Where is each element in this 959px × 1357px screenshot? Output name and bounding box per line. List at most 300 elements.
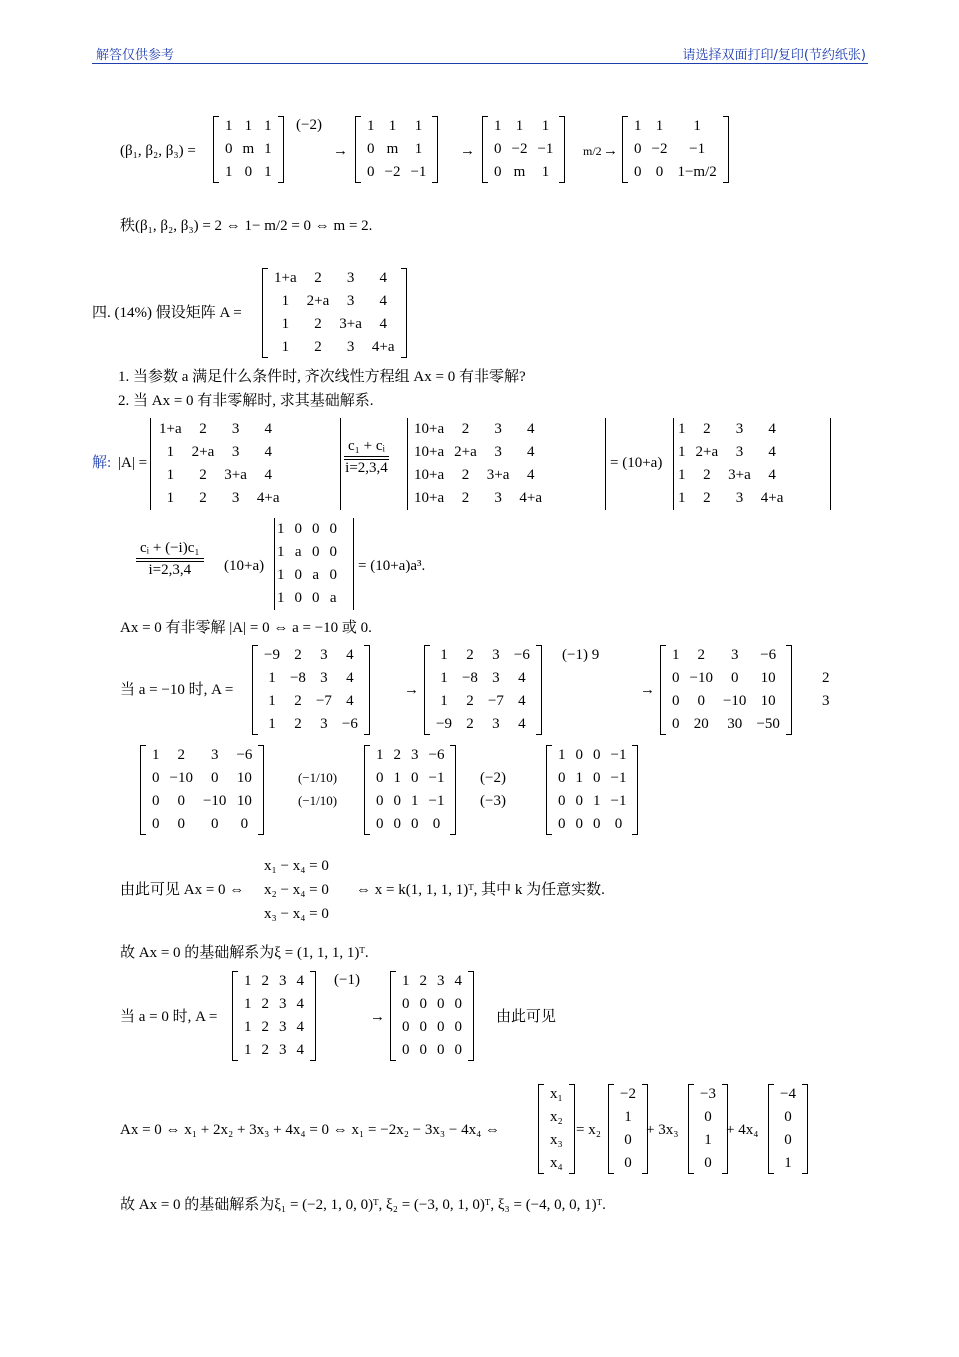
- matrix-row: [362, 138, 431, 161]
- case1-matrix-1: [252, 644, 370, 741]
- matrix-row: [673, 464, 788, 487]
- matrix-row: [154, 441, 285, 464]
- col-op-1-bottom: i=2,3,4: [345, 460, 388, 476]
- right-bracket: [559, 116, 565, 183]
- left-bracket: [538, 1084, 544, 1174]
- matrix-cell: 4: [768, 467, 776, 483]
- matrix-cell: −8: [289, 670, 306, 686]
- matrix-cell: −6: [513, 647, 530, 663]
- matrix-cell: 2: [314, 270, 322, 286]
- matrix-cell: 1: [225, 164, 233, 180]
- matrix-cell: 1: [515, 118, 524, 134]
- right-bracket: [468, 971, 474, 1061]
- matrix-cell: 0: [393, 816, 401, 832]
- matrix-cell: 1: [268, 716, 276, 732]
- matrix-row: [409, 487, 547, 510]
- case1-matrix-3: [660, 644, 792, 741]
- matrix-row: [259, 667, 363, 690]
- case1-op-3b: 3: [822, 693, 830, 709]
- matrix-cell: 0: [376, 816, 384, 832]
- matrix-cell: 3+a: [486, 467, 510, 483]
- matrix-cell: 1: [494, 118, 502, 134]
- matrix-cell: 0: [402, 1042, 410, 1058]
- matrix-cell: −2: [651, 141, 668, 157]
- matrix-cell: 10+a: [414, 444, 445, 460]
- matrix-cell: 0: [367, 164, 375, 180]
- matrix-row: [775, 1083, 801, 1106]
- matrix-row: [362, 161, 431, 184]
- right-bracket: [401, 268, 407, 358]
- matrix-row: [239, 1016, 309, 1039]
- matrix-cell: 1: [655, 118, 664, 134]
- det-4: [272, 518, 342, 615]
- matrix-cell: 3: [437, 973, 445, 989]
- case1-op-5b: (−3): [480, 793, 506, 809]
- beta-op-1: (−2): [296, 117, 322, 133]
- matrix-row: [269, 290, 400, 313]
- matrix-cell: −3: [700, 1086, 716, 1102]
- matrix-row: [629, 115, 722, 138]
- matrix-grid: [220, 115, 277, 184]
- matrix-cell: 3: [494, 444, 502, 460]
- matrix-row: [397, 1039, 467, 1062]
- matrix-cell: 1: [414, 118, 423, 134]
- matrix-row: [667, 690, 785, 713]
- matrix-cell: 3: [494, 421, 502, 437]
- right-bracket: [278, 116, 284, 183]
- arrow-c1: →: [404, 682, 419, 698]
- matrix-row: [220, 115, 277, 138]
- system-eq-2: x₂ − x₄ = 0: [264, 882, 329, 898]
- matrix-cell: 4: [518, 693, 526, 709]
- case2-vector-3: [768, 1083, 808, 1180]
- matrix-cell: 4: [264, 421, 272, 437]
- matrix-cell: 0: [558, 793, 566, 809]
- matrix-cell: 2: [703, 421, 711, 437]
- right-bracket: [310, 971, 316, 1061]
- matrix-cell: 1: [672, 647, 680, 663]
- beta-matrix-3: [482, 115, 565, 189]
- matrix-cell: 2+a: [454, 444, 477, 460]
- matrix-cell: 1: [166, 490, 175, 506]
- matrix-cell: 0: [672, 693, 680, 709]
- matrix-cell: 3: [279, 1019, 287, 1035]
- matrix-cell: 0: [437, 1042, 445, 1058]
- matrix-cell: 4: [526, 467, 535, 483]
- matrix-cell: 1: [558, 747, 566, 763]
- matrix-row: [409, 418, 547, 441]
- matrix-cell: 4: [518, 670, 526, 686]
- left-bracket: [364, 745, 370, 835]
- matrix-cell: 1: [166, 467, 175, 483]
- matrix-cell: 0: [376, 793, 384, 809]
- matrix-cell: −1: [537, 141, 554, 157]
- matrix-cell: 2: [419, 973, 427, 989]
- matrix-row: [673, 418, 788, 441]
- matrix-cell: 4: [346, 647, 354, 663]
- matrix-row: [431, 644, 535, 667]
- matrix-cell: 0: [437, 1019, 445, 1035]
- matrix-cell: 0: [730, 670, 739, 686]
- matrix-cell: 1: [624, 1109, 632, 1125]
- matrix-cell: 0: [614, 816, 623, 832]
- matrix-cell: 0: [393, 793, 401, 809]
- matrix-row: [154, 418, 285, 441]
- matrix-cell: 0: [419, 1019, 427, 1035]
- matrix-cell: 0: [244, 164, 253, 180]
- matrix-row: [239, 970, 309, 993]
- matrix-cell: 3: [231, 421, 240, 437]
- matrix-cell: 1: [593, 793, 601, 809]
- header-rule: [92, 63, 868, 64]
- matrix-row: [695, 1083, 721, 1106]
- matrix-cell: 0: [575, 816, 583, 832]
- right-bracket: [258, 745, 264, 835]
- matrix-cell: 0: [294, 521, 302, 537]
- det-bar: [830, 418, 831, 510]
- matrix-cell: 4: [296, 973, 304, 989]
- matrix-cell: −1: [689, 141, 706, 157]
- case1-matrix-2: [424, 644, 542, 741]
- matrix-cell: −9: [264, 647, 280, 663]
- matrix-cell: 1+a: [274, 270, 297, 286]
- matrix-row: [775, 1129, 801, 1152]
- matrix-cell: 2: [261, 1042, 269, 1058]
- matrix-cell: 0: [152, 793, 160, 809]
- matrix-cell: 1: [277, 590, 285, 606]
- matrix-cell: 1: [678, 444, 686, 460]
- matrix-row: [239, 993, 309, 1016]
- det-1: [154, 418, 285, 515]
- matrix-grid: [371, 744, 449, 836]
- case2-label: 当 a = 0 时, A =: [120, 1009, 218, 1025]
- case2-plus-2: + 4x₄: [726, 1122, 759, 1138]
- matrix-cell: 3: [735, 444, 744, 460]
- matrix-cell: 0: [454, 996, 462, 1012]
- matrix-row: [629, 161, 722, 184]
- system-prefix: 由此可见 Ax = 0 ⇔: [120, 882, 245, 898]
- matrix-row: [259, 644, 363, 667]
- matrix-cell: 1: [152, 747, 160, 763]
- matrix-row: [269, 267, 400, 290]
- matrix-cell: −6: [236, 747, 253, 763]
- matrix-row: [431, 713, 535, 736]
- matrix-grid: [239, 970, 309, 1062]
- matrix-cell: 1: [367, 118, 375, 134]
- matrix-cell: −6: [341, 716, 358, 732]
- matrix-cell: 2: [314, 316, 322, 332]
- matrix-cell: 0: [494, 164, 502, 180]
- matrix-row: [667, 667, 785, 690]
- matrix-cell: 2+a: [695, 444, 719, 460]
- matrix-cell: 4: [296, 1042, 304, 1058]
- right-bracket: [450, 745, 456, 835]
- matrix-grid: [667, 644, 785, 736]
- matrix-row: [553, 790, 631, 813]
- matrix-cell: 0: [419, 1042, 427, 1058]
- matrix-row: [629, 138, 722, 161]
- left-bracket: [232, 971, 238, 1061]
- matrix-cell: 1: [244, 1019, 252, 1035]
- matrix-row: [775, 1106, 801, 1129]
- matrix-cell: 3: [730, 647, 739, 663]
- matrix-cell: −2: [384, 164, 401, 180]
- matrix-grid: [431, 644, 535, 736]
- case1-op-4a: (−1/10): [298, 770, 338, 785]
- case1-matrix-6: [546, 744, 638, 841]
- case1-op-2: (−1) 9: [562, 647, 600, 663]
- left-bracket: [424, 645, 430, 735]
- matrix-cell: 3: [279, 973, 287, 989]
- matrix-cell: 2: [261, 1019, 269, 1035]
- matrix-cell: 1: [678, 490, 686, 506]
- det-result: = (10+a)a³.: [358, 558, 426, 574]
- matrix-row: [272, 587, 342, 610]
- matrix-cell: 1: [281, 293, 290, 309]
- nonzero-condition: Ax = 0 有非零解 |A| = 0 ⇔ a = −10 或 0.: [120, 620, 372, 636]
- matrix-row: [695, 1129, 721, 1152]
- matrix-row: [615, 1129, 641, 1152]
- matrix-cell: 2: [199, 421, 207, 437]
- right-bracket: [632, 745, 638, 835]
- matrix-cell: 4: [379, 316, 387, 332]
- matrix-cell: −1: [610, 770, 627, 786]
- matrix-cell: 2: [199, 490, 207, 506]
- matrix-cell: 1: [277, 567, 285, 583]
- case1-label: 当 a = −10 时, A =: [120, 682, 234, 698]
- left-bracket: [688, 1084, 694, 1174]
- system-eq-3: x₃ − x₄ = 0: [264, 906, 329, 922]
- matrix-cell: 0: [704, 1155, 712, 1171]
- case1-op-5a: (−2): [480, 770, 506, 786]
- matrix-cell: 3: [346, 293, 355, 309]
- matrix-row: [545, 1083, 568, 1106]
- matrix-cell: m: [386, 141, 399, 157]
- left-bracket: [213, 116, 219, 183]
- matrix-cell: 10+a: [414, 421, 445, 437]
- case2-matrix-1: [232, 970, 316, 1067]
- matrix-row: [154, 487, 285, 510]
- matrix-cell: 1: [440, 670, 448, 686]
- col-op-2: [136, 540, 204, 579]
- matrix-cell: 1: [264, 141, 272, 157]
- matrix-cell: −10: [689, 670, 713, 686]
- matrix-grid: [272, 518, 342, 610]
- header-right: 请选择双面打印/复印(节约纸张): [682, 48, 866, 63]
- matrix-cell: 2+a: [306, 293, 330, 309]
- system-suffix: ⇔ x = k(1, 1, 1, 1)ᵀ, 其中 k 为任意实数.: [356, 882, 605, 898]
- matrix-cell: −1: [428, 770, 445, 786]
- matrix-cell: 1: [402, 973, 410, 989]
- arrow-2: →: [460, 143, 475, 159]
- matrix-row: [239, 1039, 309, 1062]
- matrix-cell: 4: [768, 444, 776, 460]
- matrix-row: [259, 713, 363, 736]
- matrix-row: [673, 487, 788, 510]
- matrix-cell: 3: [231, 444, 240, 460]
- matrix-cell: 2: [461, 490, 470, 506]
- matrix-cell: −4: [780, 1086, 796, 1102]
- q4-part1: 1. 当参数 a 满足什么条件时, 齐次线性方程组 Ax = 0 有非零解?: [118, 369, 526, 385]
- matrix-cell: 1: [268, 693, 276, 709]
- matrix-cell: 1: [678, 467, 686, 483]
- matrix-cell: 10: [760, 670, 776, 686]
- matrix-cell: 1: [678, 421, 686, 437]
- arrow-c3: →: [370, 1009, 385, 1025]
- matrix-cell: 3: [735, 490, 744, 506]
- matrix-row: [371, 790, 449, 813]
- matrix-cell: 1: [784, 1155, 792, 1171]
- matrix-cell: 0: [634, 164, 642, 180]
- matrix-cell: 2: [261, 973, 269, 989]
- beta-matrix-1: [213, 115, 284, 189]
- matrix-cell: 3: [346, 339, 355, 355]
- matrix-cell: 10+a: [414, 490, 445, 506]
- matrix-row: [667, 644, 785, 667]
- matrix-cell: 1: [393, 770, 401, 786]
- matrix-row: [371, 813, 449, 836]
- matrix-row: [397, 970, 467, 993]
- matrix-grid: [545, 1083, 568, 1175]
- matrix-cell: 0: [419, 996, 427, 1012]
- right-bracket: [802, 1084, 808, 1174]
- q4-part2: 2. 当 Ax = 0 有非零解时, 求其基础解系.: [118, 393, 374, 409]
- left-bracket: [355, 116, 361, 183]
- matrix-row: [431, 690, 535, 713]
- matrix-cell: 4: [346, 693, 354, 709]
- matrix-cell: 0: [294, 590, 302, 606]
- matrix-cell: 20: [693, 716, 709, 732]
- matrix-grid: [269, 267, 400, 359]
- matrix-row: [615, 1152, 641, 1175]
- matrix-row: [409, 441, 547, 464]
- case2-plus-1: + 3x₃: [646, 1122, 679, 1138]
- matrix-grid: [775, 1083, 801, 1175]
- matrix-cell: 1: [277, 544, 285, 560]
- matrix-cell: 0: [225, 141, 233, 157]
- right-bracket: [432, 116, 438, 183]
- matrix-cell: 1: [440, 693, 448, 709]
- matrix-grid: [409, 418, 547, 510]
- matrix-cell: −8: [461, 670, 478, 686]
- matrix-cell: 0: [312, 544, 320, 560]
- matrix-cell: 1: [281, 316, 290, 332]
- beta-matrix-4: [622, 115, 729, 189]
- matrix-cell: 4: [379, 270, 387, 286]
- matrix-cell: 2: [294, 647, 302, 663]
- matrix-cell: 1: [166, 444, 175, 460]
- matrix-row: [545, 1152, 568, 1175]
- matrix-row: [272, 564, 342, 587]
- matrix-cell: 2: [294, 716, 302, 732]
- matrix-cell: 2: [294, 693, 302, 709]
- left-bracket: [482, 116, 488, 183]
- matrix-cell: 0: [312, 590, 320, 606]
- matrix-cell: 2+a: [191, 444, 215, 460]
- beta-op-3: m/2: [583, 144, 602, 158]
- matrix-cell: 0: [593, 770, 601, 786]
- matrix-row: [667, 713, 785, 736]
- beta-lhs: (β₁, β₂, β₃) =: [120, 143, 196, 159]
- matrix-cell: 0: [210, 770, 219, 786]
- matrix-cell: −1: [410, 164, 427, 180]
- left-bracket: [390, 971, 396, 1061]
- matrix-cell: 0: [784, 1109, 792, 1125]
- case2-op-1: (−1): [334, 972, 360, 988]
- matrix-cell: 0: [634, 141, 642, 157]
- matrix-cell: 4: [526, 421, 535, 437]
- matrix-cell: 0: [672, 670, 680, 686]
- matrix-cell: 3: [279, 1042, 287, 1058]
- matrix-row: [147, 813, 257, 836]
- matrix-row: [489, 161, 558, 184]
- matrix-cell: 0: [312, 521, 320, 537]
- matrix-grid: [615, 1083, 641, 1175]
- matrix-cell: 4+a: [256, 490, 280, 506]
- det-bar: [150, 418, 151, 510]
- arrow-3: →: [603, 143, 618, 159]
- matrix-cell: 4: [264, 444, 272, 460]
- matrix-cell: 10: [236, 793, 252, 809]
- matrix-cell: 2: [466, 647, 474, 663]
- matrix-cell: 4: [264, 467, 272, 483]
- matrix-cell: x₂: [550, 1109, 563, 1125]
- matrix-grid: [489, 115, 558, 184]
- matrix-row: [431, 667, 535, 690]
- matrix-cell: a: [329, 590, 337, 606]
- matrix-cell: 1: [414, 141, 423, 157]
- matrix-cell: 2: [466, 716, 474, 732]
- matrix-cell: 1: [388, 118, 397, 134]
- det-bar: [605, 418, 606, 510]
- matrix-cell: −1: [610, 793, 627, 809]
- matrix-row: [545, 1129, 568, 1152]
- matrix-grid: [147, 744, 257, 836]
- q4-matrix: [262, 267, 407, 364]
- matrix-cell: 0: [367, 141, 375, 157]
- matrix-row: [545, 1106, 568, 1129]
- matrix-grid: [362, 115, 431, 184]
- matrix-cell: 1: [244, 973, 252, 989]
- matrix-cell: 1: [281, 339, 290, 355]
- matrix-row: [147, 790, 257, 813]
- factor-1: = (10+a): [610, 455, 663, 471]
- matrix-cell: 0: [593, 816, 601, 832]
- matrix-cell: x₄: [550, 1155, 563, 1171]
- matrix-cell: 1: [264, 118, 272, 134]
- det-A-lhs: |A| =: [118, 455, 148, 471]
- matrix-cell: 1: [440, 647, 448, 663]
- matrix-cell: 0: [784, 1132, 792, 1148]
- matrix-cell: 2: [261, 996, 269, 1012]
- matrix-grid: [397, 970, 467, 1062]
- matrix-row: [695, 1152, 721, 1175]
- matrix-cell: 2: [393, 747, 401, 763]
- matrix-cell: 2: [314, 339, 322, 355]
- matrix-row: [147, 767, 257, 790]
- matrix-cell: 3: [320, 670, 328, 686]
- case2-vx-eq: = x₂: [576, 1122, 601, 1138]
- matrix-cell: 2: [466, 693, 474, 709]
- matrix-cell: −1: [428, 793, 445, 809]
- header-left: 解答仅供参考: [96, 48, 175, 63]
- col-op-1: [344, 438, 389, 477]
- matrix-cell: m: [513, 164, 526, 180]
- matrix-cell: 3: [411, 747, 419, 763]
- matrix-cell: 3+a: [339, 316, 362, 332]
- matrix-cell: 3: [492, 647, 500, 663]
- matrix-cell: 3: [210, 747, 219, 763]
